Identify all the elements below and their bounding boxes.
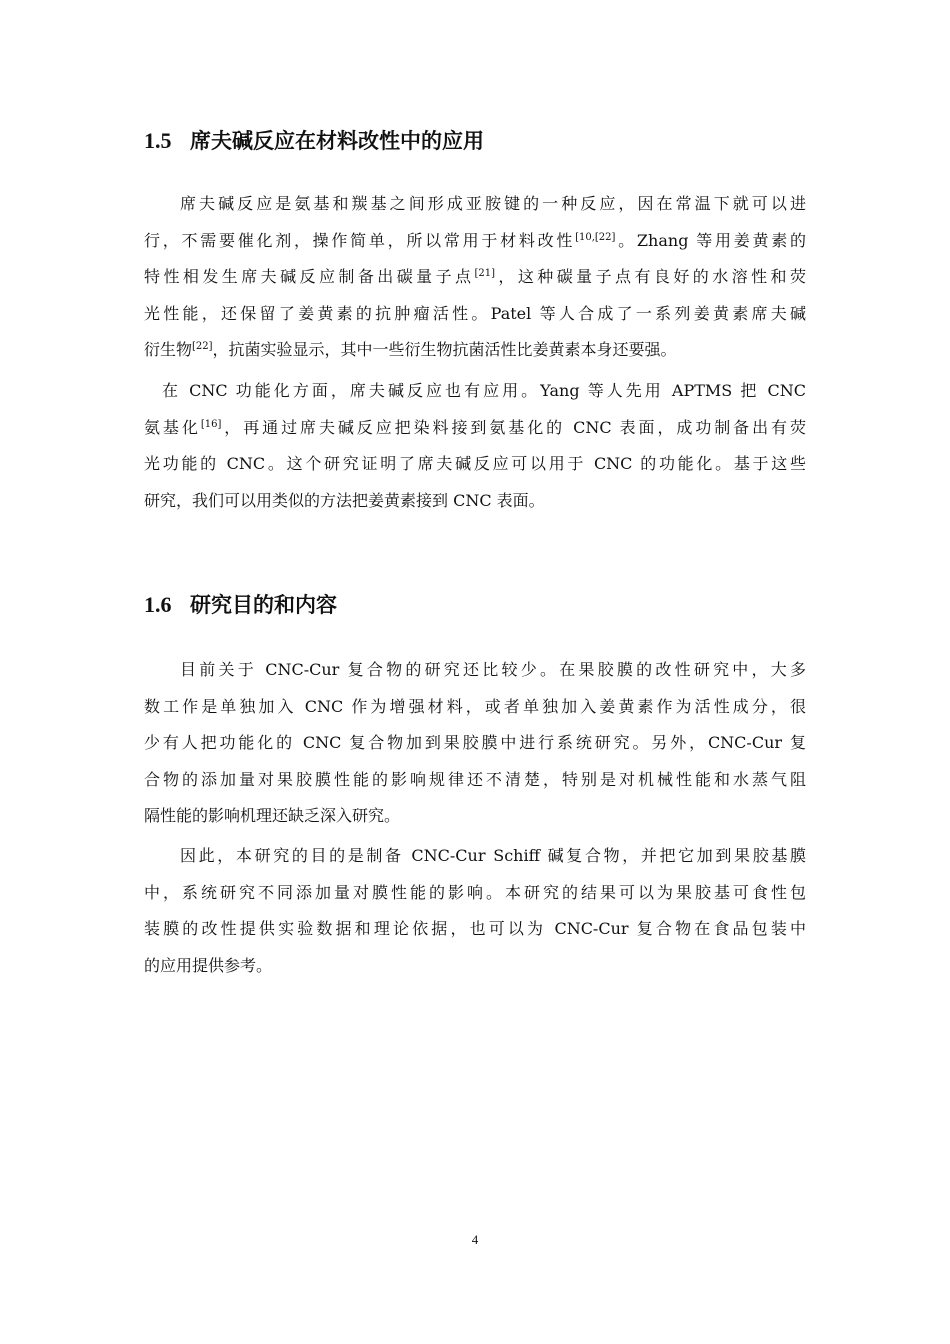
text-line: 席夫碱反应是氨基和羰基之间形成亚胺键的一种反应，因在常温下就可以进 bbox=[180, 194, 806, 213]
section-heading-1-5 bbox=[144, 126, 484, 156]
text-line: 在 CNC 功能化方面，席夫碱反应也有应用。Yang 等人先用 APTMS 把 CNC bbox=[162, 381, 806, 400]
text-line: 合物的添加量对果胶膜性能的影响规律还不清楚，特别是对机械性能和水蒸气阻 bbox=[144, 769, 806, 789]
section-title: 席夫碱反应在材料改性中的应用 bbox=[190, 129, 484, 153]
paragraph bbox=[144, 652, 806, 835]
text-line: 中，系统研究不同添加量对膜性能的影响。本研究的结果可以为果胶基可食性包 bbox=[144, 882, 806, 902]
text-line: 光性能，还保留了姜黄素的抗肿瘤活性。Patel 等人合成了一系列姜黄素席夫碱 bbox=[144, 303, 806, 323]
text-line: 行，不需要催化剂，操作简单，所以常用于材料改性[10,[22]。Zhang 等用姜黄素的 bbox=[144, 230, 806, 250]
text-line: 特性相发生席夫碱反应制备出碳量子点[21]，这种碳量子点有良好的水溶性和荧 bbox=[144, 267, 806, 286]
text-line: 少有人把功能化的 CNC 复合物加到果胶膜中进行系统研究。另外，CNC-Cur 复 bbox=[144, 733, 806, 752]
paragraph bbox=[144, 373, 806, 519]
section-heading-1-6 bbox=[144, 590, 337, 620]
citation: [10,[22] bbox=[575, 231, 616, 243]
text-line: 研究，我们可以用类似的方法把姜黄素接到 CNC 表面。 bbox=[144, 490, 545, 510]
citation: [22] bbox=[192, 341, 213, 352]
text-line: 隔性能的影响机理还缺乏深入研究。 bbox=[144, 806, 401, 825]
text-line: 目前关于 CNC-Cur 复合物的研究还比较少。在果胶膜的改性研究中，大多 bbox=[180, 660, 806, 679]
text-line: 因此，本研究的目的是制备 CNC-Cur Schiff 碱复合物，并把它加到果胶基膜 bbox=[180, 846, 806, 865]
citation: [21] bbox=[474, 268, 495, 279]
text-line: 装膜的改性提供实验数据和理论依据，也可以为 CNC-Cur 复合物在食品包装中 bbox=[144, 919, 806, 938]
text-line: 氨基化[16]，再通过席夫碱反应把染料接到氨基化的 CNC 表面，成功制备出有荧 bbox=[144, 417, 806, 437]
paragraph bbox=[144, 838, 806, 984]
section-number: 1.5 bbox=[144, 128, 172, 153]
section-number: 1.6 bbox=[144, 592, 172, 617]
text-line: 的应用提供参考。 bbox=[144, 955, 273, 975]
paragraph bbox=[144, 186, 806, 369]
text-line: 光功能的 CNC。这个研究证明了席夫碱反应可以用于 CNC 的功能化。基于这些 bbox=[144, 454, 806, 473]
section-title: 研究目的和内容 bbox=[190, 593, 337, 617]
page-number: 4 bbox=[471, 1232, 479, 1247]
citation: [16] bbox=[200, 418, 222, 430]
text-line: 数工作是单独加入 CNC 作为增强材料，或者单独加入姜黄素作为活性成分，很 bbox=[144, 696, 806, 716]
text-line: 衍生物[22]，抗菌实验显示，其中一些衍生物抗菌活性比姜黄素本身还要强。 bbox=[144, 340, 677, 359]
